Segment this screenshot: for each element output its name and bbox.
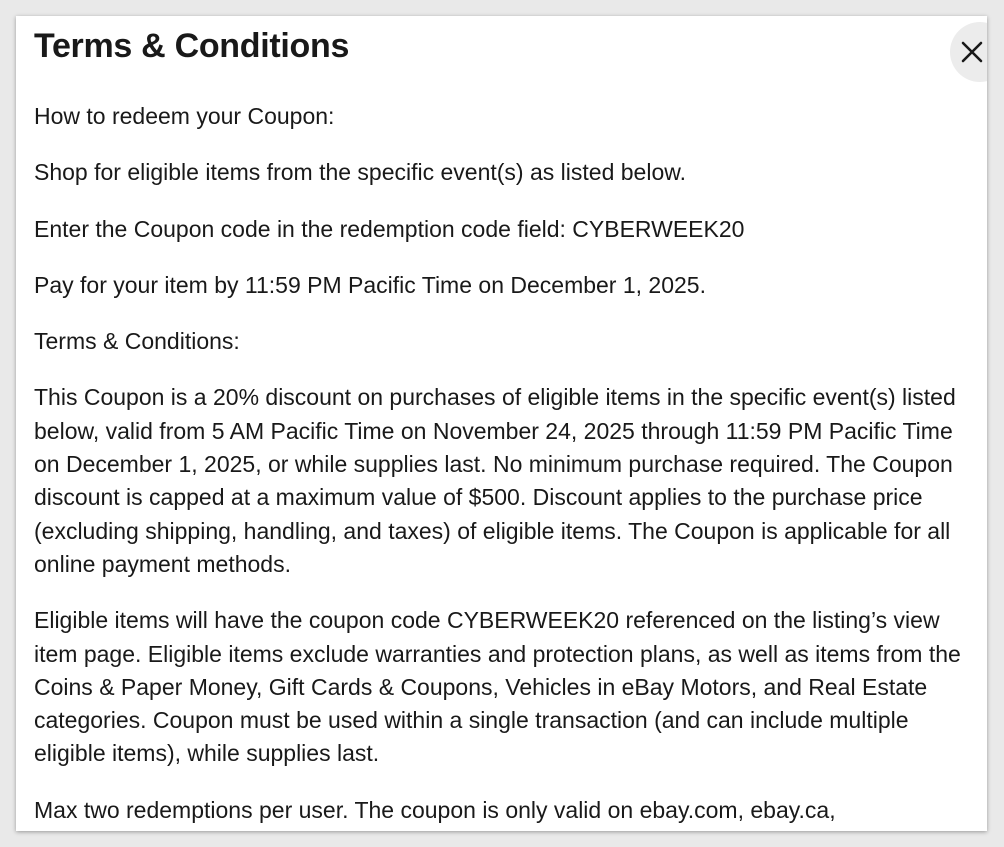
dialog-body [34,100,979,831]
terms-heading: Terms & Conditions: [34,328,240,355]
close-icon [961,41,983,63]
redeem-heading: How to redeem your Coupon: [34,103,335,129]
redeem-step-pay: Pay for your item by 11:59 PM Pacific Time on December 1, 2025. [34,271,706,298]
terms-paragraph-redemptions: Max two redemptions per user. The coupon is only valid on ebay.com, ebay.ca, [34,796,836,823]
dialog-title: Terms & Conditions [34,27,350,65]
redeem-step-code: Enter the Coupon code in the redemption code field: CYBERWEEK20 [34,215,745,242]
terms-dialog [16,16,987,831]
dialog-header [16,16,987,80]
terms-paragraph-eligibility: Eligible items will have the coupon code CYBERWEEK20 referenced on the listing’s view item page. Eligible items exclude warranties and protection plans, as well as items from the Coins & Paper Money, Gift Cards & Coupons, Vehicles in eBay Motors, and Real Estate categories. Coupon must be used within a single transaction (and can include multiple eligible items), while supplies last. [34,607,961,767]
terms-paragraph-discount: This Coupon is a 20% discount on purchases of eligible items in the specific event(s) listed below, valid from 5 AM Pacific Time on November 24, 2025 through 11:59 PM Pacific Time on December 1, 2025, or while supplies last. No minimum purchase required. The Coupon discount is capped at a maximum value of $500. Discount applies to the purchase price (excluding shipping, handling, and taxes) of eligible items. The Coupon is applicable for all online payment methods. [34,384,956,577]
redeem-step-shop: Shop for eligible items from the specific event(s) as listed below. [34,159,686,186]
close-button[interactable] [950,22,987,82]
